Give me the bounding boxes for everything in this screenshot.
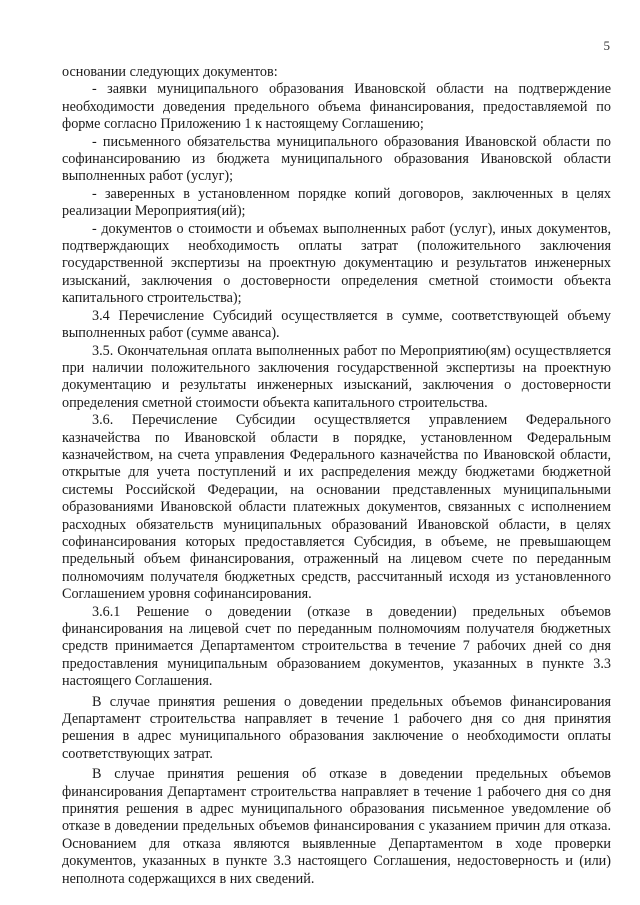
paragraph-3-4: 3.4 Перечисление Субсидий осуществляется в сумме, соответствующей объему выполненных работ (сумме аванса). (62, 307, 611, 342)
paragraph-item-cost-documents: - документов о стоимости и объемах выполненных работ (услуг), иных документов, подтверждающих необходимость оплаты затрат (положительного заключения государственной экспертизы на проектную документацию и результатов инженерных изысканий, заключения о достоверности определения сметной стоимости объекта капитального строительства); (62, 220, 611, 307)
paragraph-item-obligation: - письменного обязательства муниципального образования Ивановской области по софинансированию из бюджета муниципального образования Ивановской области выполненных работ (услуг); (62, 133, 611, 185)
paragraph-3-6-1: 3.6.1 Решение о доведении (отказе в доведении) предельных объемов финансирования на лицевой счет по переданным полномочиям получателя бюджетных средств принимается Департаментом строительства в течение 7 рабочих дней со дня предоставления муниципальным образованием документов, указанных в пункте 3.3 настоящего Соглашения. (62, 603, 611, 690)
paragraph-item-application: - заявки муниципального образования Ивановской области на подтверждение необходимости доведения предельного объема финансирования, предоставляемой по форме согласно Приложению 1 к настоящему Соглашению; (62, 81, 611, 133)
paragraph-3-5: 3.5. Окончательная оплата выполненных работ по Мероприятию(ям) осуществляется при наличии положительного заключения государственной экспертизы на проектную документацию и результаты инженерных изысканий, заключения о достоверности определения сметной стоимости объекта капитального строительства. (62, 342, 611, 411)
paragraph-refusal-case: В случае принятия решения об отказе в доведении предельных объемов финансирования Департамент строительства направляет в течение 1 рабочего дня со дня принятия решения в адрес муниципального образования письменное уведомление об отказе в доведении предельных объемов финансирования с указанием причин для отказа. Основанием для отказа являются выявленные Департаментом в ходе проверки документов, указанных в пункте 3.3 настоящего Соглашения, недостоверность и (или) неполнота содержащихся в них сведений. (62, 766, 611, 887)
paragraph-approval-case: В случае принятия решения о доведении предельных объемов финансирования Департамент строительства направляет в течение 1 рабочего дня со дня принятия решения в адрес муниципального образования заключение о необходимости оплаты соответствующих затрат. (62, 693, 611, 762)
paragraph-intro: основании следующих документов: (62, 64, 278, 80)
paragraph-item-contracts: - заверенных в установленном порядке копий договоров, заключенных в целях реализации Мероприятия(ий); (62, 185, 611, 220)
paragraph-3-6: 3.6. Перечисление Субсидии осуществляется управлением Федерального казначейства по Ивановской области в порядке, установленном Федеральным казначейством, на счета управления Федерального казначейства по Ивановской области, открытые для учета поступлений и их распределения между бюджетами бюджетной системы Российской Федерации, на основании представленных муниципальными образованиями Ивановской области платежных документов, связанных с исполнением расходных обязательств муниципальных образований Ивановской области, в целях софинансирования которых предоставляется Субсидия, в объеме, не превышающем предельный объем финансирования, отраженный на лицевом счете по переданным полномочиям получателя бюджетных средств, рассчитанный исходя из установленного Соглашением уровня софинансирования. (62, 412, 611, 603)
page-number: 5 (603, 38, 610, 53)
document-body (62, 64, 611, 888)
